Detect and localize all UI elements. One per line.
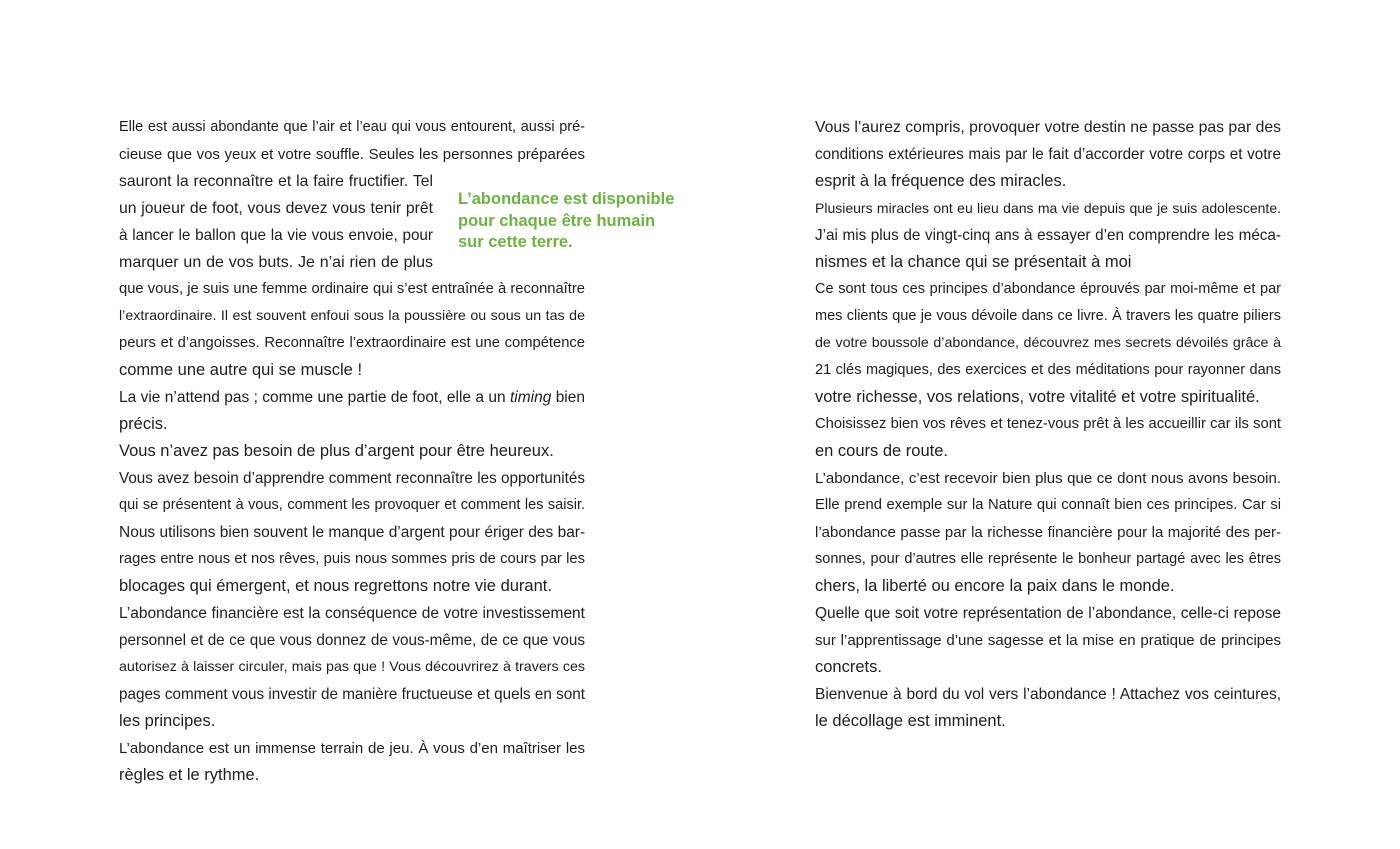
left-line-25: règles et le rythme. [119,766,260,784]
right-line-17: sonnes, pour d’autres elle représente le bonheur partagé avec les êtres [815,551,1281,567]
right-line-7: Ce sont tous ces principes d’abondance éprouvés par moi-même et par [815,281,1281,297]
pull-quote-line-3: sur cette terre. [458,233,573,251]
left-line-20: personnel et de ce que vous donnez de vous-même, de ce que vous [119,632,585,649]
right-line-9: de votre boussole d’abondance, découvrez mes secrets dévoilés grâce à [815,335,1281,351]
left-line-17: rages entre nous et nos rêves, puis nous sommes pris de cours par les [119,551,585,567]
right-line-22: Bienvenue à bord du vol vers l’abondance ! Attachez vos ceintures, [815,686,1281,703]
left-line-4: un joueur de foot, vous devez vous tenir prêt [119,200,433,217]
left-line-12: précis. [119,415,168,433]
pull-quote-line-1: L’abondance est disponible [458,190,675,208]
left-line-22: pages comment vous investir de manière fructueuse et quels en sont [119,686,585,703]
right-line-13: en cours de route. [815,442,948,460]
right-line-19: Quelle que soit votre représentation de l’abondance, celle-ci repose [815,605,1281,622]
left-line-11 [119,384,585,411]
right-line-4: Plusieurs miracles ont eu lieu dans ma vie depuis que je suis adolescente. [815,200,1281,216]
left-line-1: Elle est aussi abondante que l’air et l’eau qui vous entourent, aussi pré- [119,119,585,135]
left-line-6: marquer un de vos buts. Je n’ai rien de plus [119,254,433,271]
left-line-19: L’abondance financière est la conséquence de votre investissement [119,605,585,622]
left-line-23: les principes. [119,712,216,730]
left-line-15: qui se présentent à vous, comment les provoquer et comment les saisir. [119,497,585,513]
right-line-1: Vous l’aurez compris, provoquer votre destin ne passe pas par des [815,119,1281,136]
right-line-5: J’ai mis plus de vingt-cinq ans à essayer d’en comprendre les méca- [815,227,1281,244]
left-line-2: cieuse que vos yeux et votre souffle. Seules les personnes préparées [119,146,585,163]
right-line-12: Choisissez bien vos rêves et tenez-vous prêt à les accueillir car ils sont [815,416,1281,432]
right-line-10: 21 clés magiques, des exercices et des méditations pour rayonner dans [815,362,1281,378]
right-line-6: nismes et la chance qui se présentait à moi [815,253,1132,271]
left-line-10: comme une autre qui se muscle ! [119,361,363,379]
left-line-8: l’extraordinaire. Il est souvent enfoui sous la poussière ou sous un tas de [119,308,585,324]
right-line-16: l’abondance passe par la richesse financière pour la majorité des per- [815,524,1281,541]
left-line-13: Vous n’avez pas besoin de plus d’argent pour être heureux. [119,442,554,460]
pull-quote-line-2: pour chaque être humain [458,211,656,230]
right-line-8: mes clients que je vous dévoile dans ce livre. À travers les quatre piliers [815,308,1281,324]
right-line-14: L’abondance, c’est recevoir bien plus que ce dont nous avons besoin. [815,470,1281,487]
left-line-14: Vous avez besoin d’apprendre comment reconnaître les opportunités [119,470,585,487]
italic-word: timing [509,389,552,406]
right-line-23: le décollage est imminent. [815,712,1006,730]
right-line-18: chers, la liberté ou encore la paix dans le monde. [815,577,1175,595]
left-line-11-text: La vie n’attend pas ; comme une partie de foot, elle a un [119,389,506,406]
left-line-7: que vous, je suis une femme ordinaire qui s’est entraînée à reconnaître [119,281,585,297]
right-line-15: Elle prend exemple sur la Nature qui connaît bien ces principes. Car si [815,497,1281,513]
right-line-11: votre richesse, vos relations, votre vitalité et votre spiritualité. [815,388,1260,406]
right-line-3: esprit à la fréquence des miracles. [815,172,1067,190]
left-line-5: à lancer le ballon que la vie vous envoie, pour [119,227,433,244]
left-line-21: autorisez à laisser circuler, mais pas que ! Vous découvrirez à travers ces [119,659,585,675]
left-line-11-end: bien [555,389,585,406]
right-line-2: conditions extérieures mais par le fait d’accorder votre corps et votre [815,146,1281,163]
left-line-16: Nous utilisons bien souvent le manque d’argent pour ériger des bar- [119,524,586,541]
left-line-18: blocages qui émergent, et nous regrettons notre vie durant. [119,577,552,595]
left-line-9: peurs et d’angoisses. Reconnaître l’extraordinaire est une compétence [119,335,585,351]
left-line-3: sauront la reconnaître et la faire fructifier. Tel [119,173,433,190]
right-line-20: sur l’apprentissage d’une sagesse et la mise en pratique de principes [815,632,1281,649]
right-line-21: concrets. [815,658,882,676]
pull-quote [458,189,675,254]
left-line-24: L’abondance est un immense terrain de jeu. À vous d’en maîtriser les [119,740,585,757]
